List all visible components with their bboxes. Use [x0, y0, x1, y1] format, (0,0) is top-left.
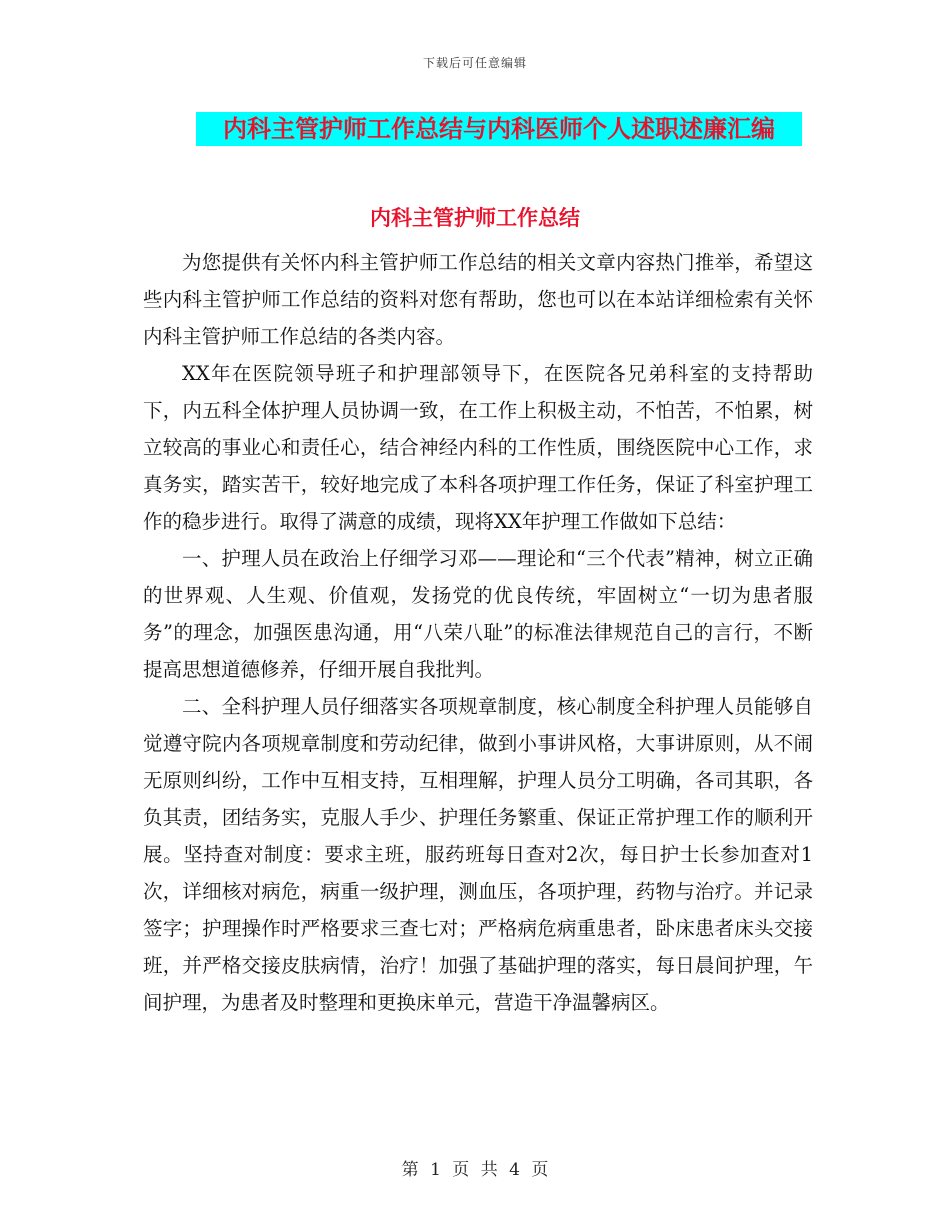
- paragraph-intro: 为您提供有关怀内科主管护师工作总结的相关文章内容热门推举，希望这些内科主管护师工作总结的资料对您有帮助，您也可以在本站详细检索有关怀内科主管护师工作总结的各类内容。: [143, 251, 813, 348]
- section-title: 内科主管护师工作总结: [370, 206, 580, 230]
- paragraph-summary: XX年在医院领导班子和护理部领导下，在医院各兄弟科室的支持帮助下，内五科全体护理人员协调一致，在工作上积极主动，不怕苦，不怕累，树立较高的事业心和责任心，结合神经内科的工作性质，围绕医院中心工作，求真务实，踏实苦干，较好地完成了本科各项护理工作任务，保证了科室护理工作的稳步进行。取得了满意的成绩，现将XX年护理工作做如下总结：: [143, 362, 813, 533]
- document-title: 内科主管护师工作总结与内科医师个人述职述廉汇编: [196, 112, 802, 146]
- body-text: [143, 244, 813, 1021]
- paragraph-section-2: 二、全科护理人员仔细落实各项规章制度，核心制度全科护理人员能够自觉遵守院内各项规章制度和劳动纪律，做到小事讲风格，大事讲原则，从不闹无原则纠纷，工作中互相支持，互相理解，护理人员分工明确，各司其职，各负其责，团结务实，克服人手少、护理任务繁重、保证正常护理工作的顺利开展。坚持查对制度：要求主班，服药班每日查对2次，每日护士长参加查对1次，详细核对病危，病重一级护理，测血压，各项护理，药物与治疗。并记录签字；护理操作时严格要求三查七对；严格病危病重患者，卧床患者床头交接班，并严格交接皮肤病情，治疗！加强了基础护理的落实，每日晨间护理，午间护理，为患者及时整理和更换床单元，营造干净温馨病区。: [143, 695, 813, 1014]
- paragraph-section-1: 一、护理人员在政治上仔细学习邓——理论和“三个代表”精神，树立正确的世界观、人生观、价值观，发扬党的优良传统，牢固树立“一切为患者服务”的理念，加强医患沟通，用“八荣八耻”的标准法律规范自己的言行，不断提高思想道德修养，仔细开展自我批判。: [143, 547, 813, 681]
- header-note: 下载后可任意编辑: [422, 56, 527, 70]
- page-footer: 第 1 页 共 4 页: [401, 1160, 549, 1180]
